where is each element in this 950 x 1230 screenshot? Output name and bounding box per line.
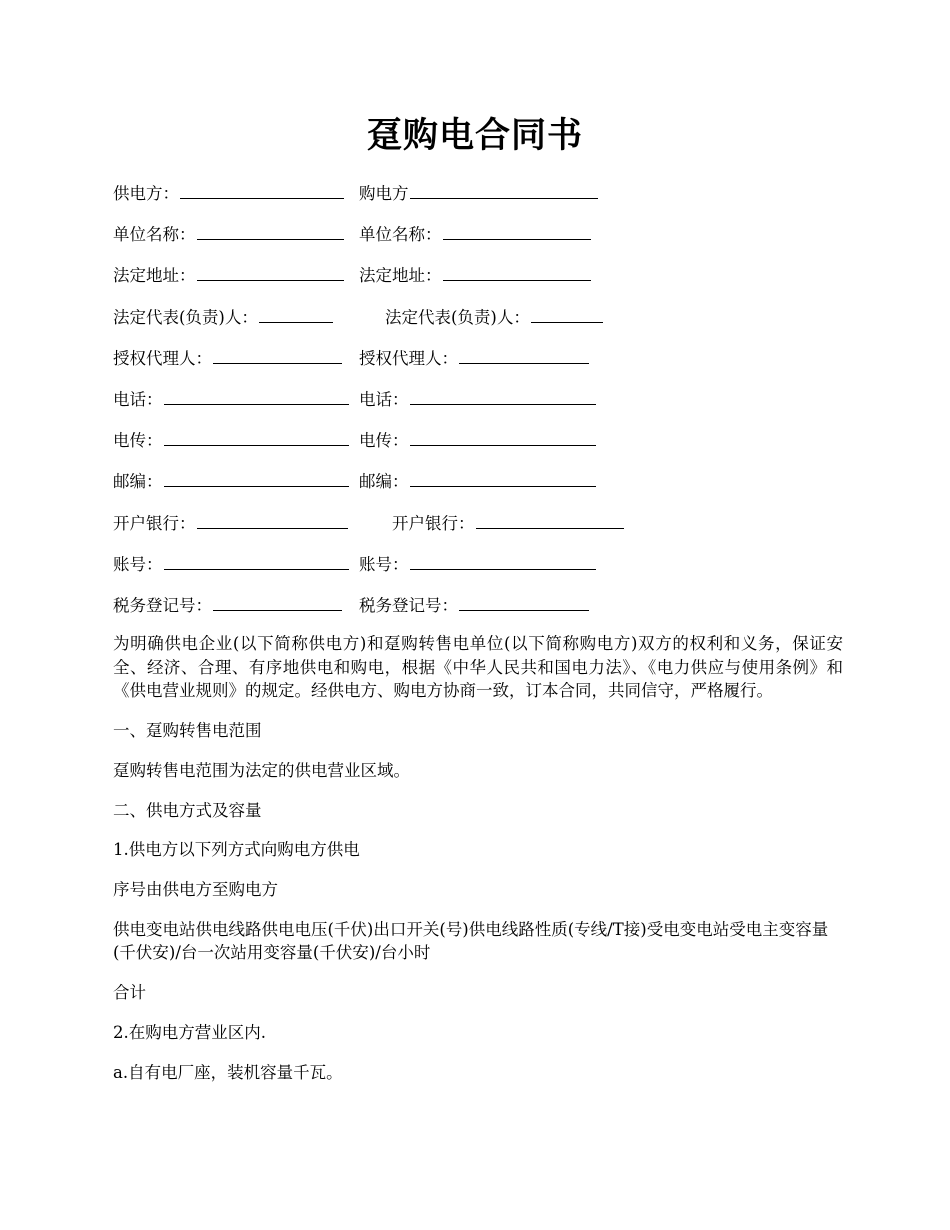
field-label-bank-left: 开户银行： [113, 513, 196, 533]
field-blank [459, 343, 589, 364]
field-blank [197, 219, 344, 240]
intro-paragraph: 为明确供电企业(以下简称供电方)和趸购转售电单位(以下简称购电方)双方的权利和义务，保证安全、经济、合理、有序地供电和购电，根据《中华人民共和国电力法》、《电力供应与使用条例》和《供电营业规则》的规定。经供电方、购电方协商一致，订本合同，共同信守，严格履行。 [113, 634, 843, 700]
paragraph-supply-method: 1.供电方以下列方式向购电方供电 [113, 840, 360, 860]
paragraph-total: 合计 [113, 983, 146, 1003]
field-blank [476, 508, 624, 529]
field-row-legal-rep [113, 302, 853, 343]
field-label-postcode-right: 邮编： [359, 472, 409, 492]
field-row-unit-name [113, 219, 853, 260]
field-blank [410, 466, 596, 487]
field-label-legal-address-left: 法定地址： [113, 266, 196, 286]
field-label-account-right: 账号： [359, 554, 409, 574]
paragraph-table-headers: 供电变电站供电线路供电电压(千伏)出口开关(号)供电线路性质(专线/T接)受电变电站受电主变容量(千伏安)/台一次站用变容量(千伏安)/台小时 [113, 919, 829, 963]
field-blank [197, 508, 348, 529]
field-label-agent-right: 授权代理人： [359, 348, 458, 368]
contract-body [113, 632, 843, 1101]
field-blank [410, 178, 598, 199]
field-blank [164, 466, 349, 487]
field-blank [164, 549, 349, 570]
field-blank [410, 384, 596, 405]
field-blank [213, 343, 342, 364]
field-row-telex [113, 425, 853, 466]
paragraph-sequence: 序号由供电方至购电方 [113, 880, 278, 900]
field-row-legal-address [113, 260, 853, 301]
field-label-telex-right: 电传： [359, 431, 409, 451]
field-row-bank [113, 508, 853, 549]
field-blank [459, 590, 589, 611]
field-label-unit-name-right: 单位名称： [359, 225, 442, 245]
field-blank [197, 260, 344, 281]
field-blank [531, 302, 603, 323]
field-blank [164, 384, 349, 405]
field-label-tax-id-right: 税务登记号： [359, 595, 458, 615]
field-row-party [113, 178, 853, 219]
field-blank [443, 260, 591, 281]
field-row-account [113, 549, 853, 590]
paragraph-area: 2.在购电方营业区内. [113, 1023, 266, 1043]
field-label-legal-rep-left: 法定代表(负责)人： [113, 307, 258, 327]
field-label-supplier: 供电方： [113, 184, 179, 203]
party-fields [113, 178, 853, 631]
field-label-phone-left: 电话： [113, 389, 163, 409]
document-title: 趸购电合同书 [366, 115, 583, 156]
field-label-legal-address-right: 法定地址： [359, 266, 442, 286]
field-label-buyer: 购电方 [359, 184, 409, 203]
section-heading-scope: 一、趸购转售电范围 [113, 721, 262, 740]
field-label-postcode-left: 邮编： [113, 472, 163, 492]
field-label-account-left: 账号： [113, 554, 163, 574]
paragraph-own-plant: a.自有电厂座，装机容量千瓦。 [113, 1063, 343, 1083]
field-label-agent-left: 授权代理人： [113, 348, 212, 368]
field-row-phone [113, 384, 853, 425]
field-label-tax-id-left: 税务登记号： [113, 595, 212, 615]
field-blank [410, 549, 596, 570]
field-row-agent [113, 343, 853, 384]
field-blank [259, 302, 333, 323]
field-row-postcode [113, 466, 853, 507]
field-blank [164, 425, 349, 446]
field-blank [443, 219, 591, 240]
field-label-unit-name-left: 单位名称： [113, 225, 196, 245]
field-label-legal-rep-right: 法定代表(负责)人： [385, 307, 530, 327]
field-label-bank-right: 开户银行： [392, 513, 475, 533]
field-label-telex-left: 电传： [113, 431, 163, 451]
field-blank [410, 425, 596, 446]
field-blank [213, 590, 342, 611]
field-blank [180, 178, 344, 199]
section-heading-supply-method: 二、供电方式及容量 [113, 800, 262, 820]
field-label-phone-right: 电话： [359, 389, 409, 409]
field-row-tax-id [113, 590, 853, 631]
paragraph-scope: 趸购转售电范围为法定的供电营业区域。 [113, 760, 410, 780]
